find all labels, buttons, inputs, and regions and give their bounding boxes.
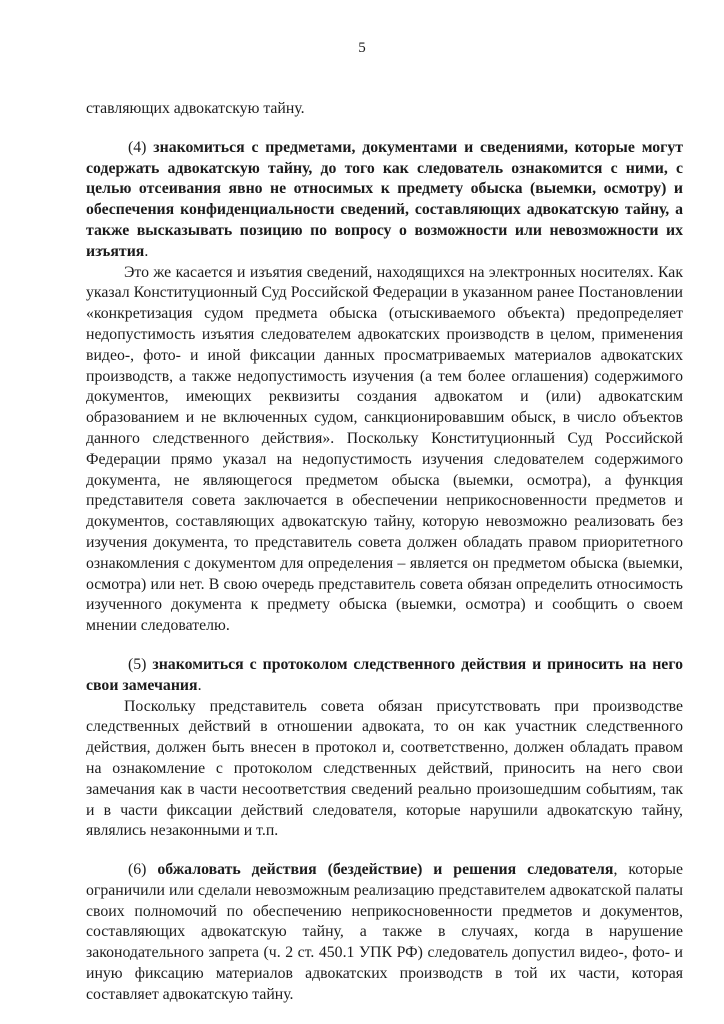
item-6-paragraph [86, 860, 683, 1006]
item-6-text: , которые ограничили или сделали невозможным реализацию представителем адвокатской палаты своих полномочий по обеспечению неприкосновенности предметов и документов, составляющих адвокатскую тайну, а также в случаях, когда в нарушение законодательного запрета (ч. 2 ст. 450.1 УПК РФ) следователь допустил видео-, фото- и иную фиксацию материалов адвокатских производств в той их части, которая составляет адвокатскую тайну. [86, 861, 683, 1003]
document-body [86, 99, 683, 1006]
item-5-number: (5) [128, 655, 147, 673]
item-6-number: (6) [128, 861, 147, 879]
item-5-period: . [197, 676, 202, 694]
item-4-heading-paragraph [86, 138, 683, 263]
page-number: 5 [358, 40, 366, 56]
item-5-heading: знакомиться с протоколом следственного действия и приносить на него свои замечания [86, 655, 683, 694]
item-4-period: . [144, 242, 149, 260]
item-4-number: (4) [128, 138, 147, 156]
item-4-heading: знакомиться с предметами, документами и сведениями, которые могут содержать адвокатскую тайну, до того как следователь ознакомится с ними, с целью отсеивания явно не относимых к предмету обыска (выемки, осмотру) и обеспечения конфиденциальности сведений, составляющих адвокатскую тайну, а также высказывать позицию по вопросу о возможности или невозможности их изъятия [86, 138, 683, 260]
item-4-body: Это же касается и изъятия сведений, находящихся на электронных носителях. Как указал Конституционный Суд Российской Федерации в указанном ранее Постановлении «конкретизация судом предмета обыска (отыскиваемого объекта) предопределяет недопустимость изъятия следователем адвокатских производств в целом, применения видео-, фото- и иной фиксации данных просматриваемых материалов адвокатских производств, а также недопустимость изучения (а тем более оглашения) содержимого документов, имеющих реквизиты создания адвокатом и (или) адвокатским образованием и не включенных судом, санкционировавшим обыск, в число объектов данного следственного действия». Поскольку Конституционный Суд Российской Федерации прямо указал на недопустимость изучения следователем содержимого документа, не являющегося предметом обыска (выемки, осмотра), а функция представителя совета заключается в обеспечении неприкосновенности предметов и документов, составляющих адвокатскую тайну, которую невозможно реализовать без изучения документа, то представитель совета должен обладать правом приоритетного ознакомления с документом для определения – является он предметом обыска (выемки, осмотра) или нет. В свою очередь представитель совета обязан определить относимость изученного документа к предмету обыска (выемки, осмотра) и сообщить о своем мнении следователю. [86, 263, 683, 635]
item-5-heading-paragraph [86, 655, 683, 697]
item-5-body: Поскольку представитель совета обязан присутствовать при производстве следственных действий в отношении адвоката, то он как участник следственного действия, должен быть внесен в протокол и, соответственно, должен обладать правом на ознакомление с протоколом следственных действий, приносить на него свои замечания как в части несоответствия сведений реально произошедшим событиям, так и в части фиксации действий следователя, которые нарушили адвокатскую тайну, являлись незаконными и т.п. [86, 697, 683, 840]
paragraph-continuation: ставляющих адвокатскую тайну. [86, 100, 305, 117]
item-6-heading: обжаловать действия (бездействие) и решения следователя [157, 861, 614, 879]
